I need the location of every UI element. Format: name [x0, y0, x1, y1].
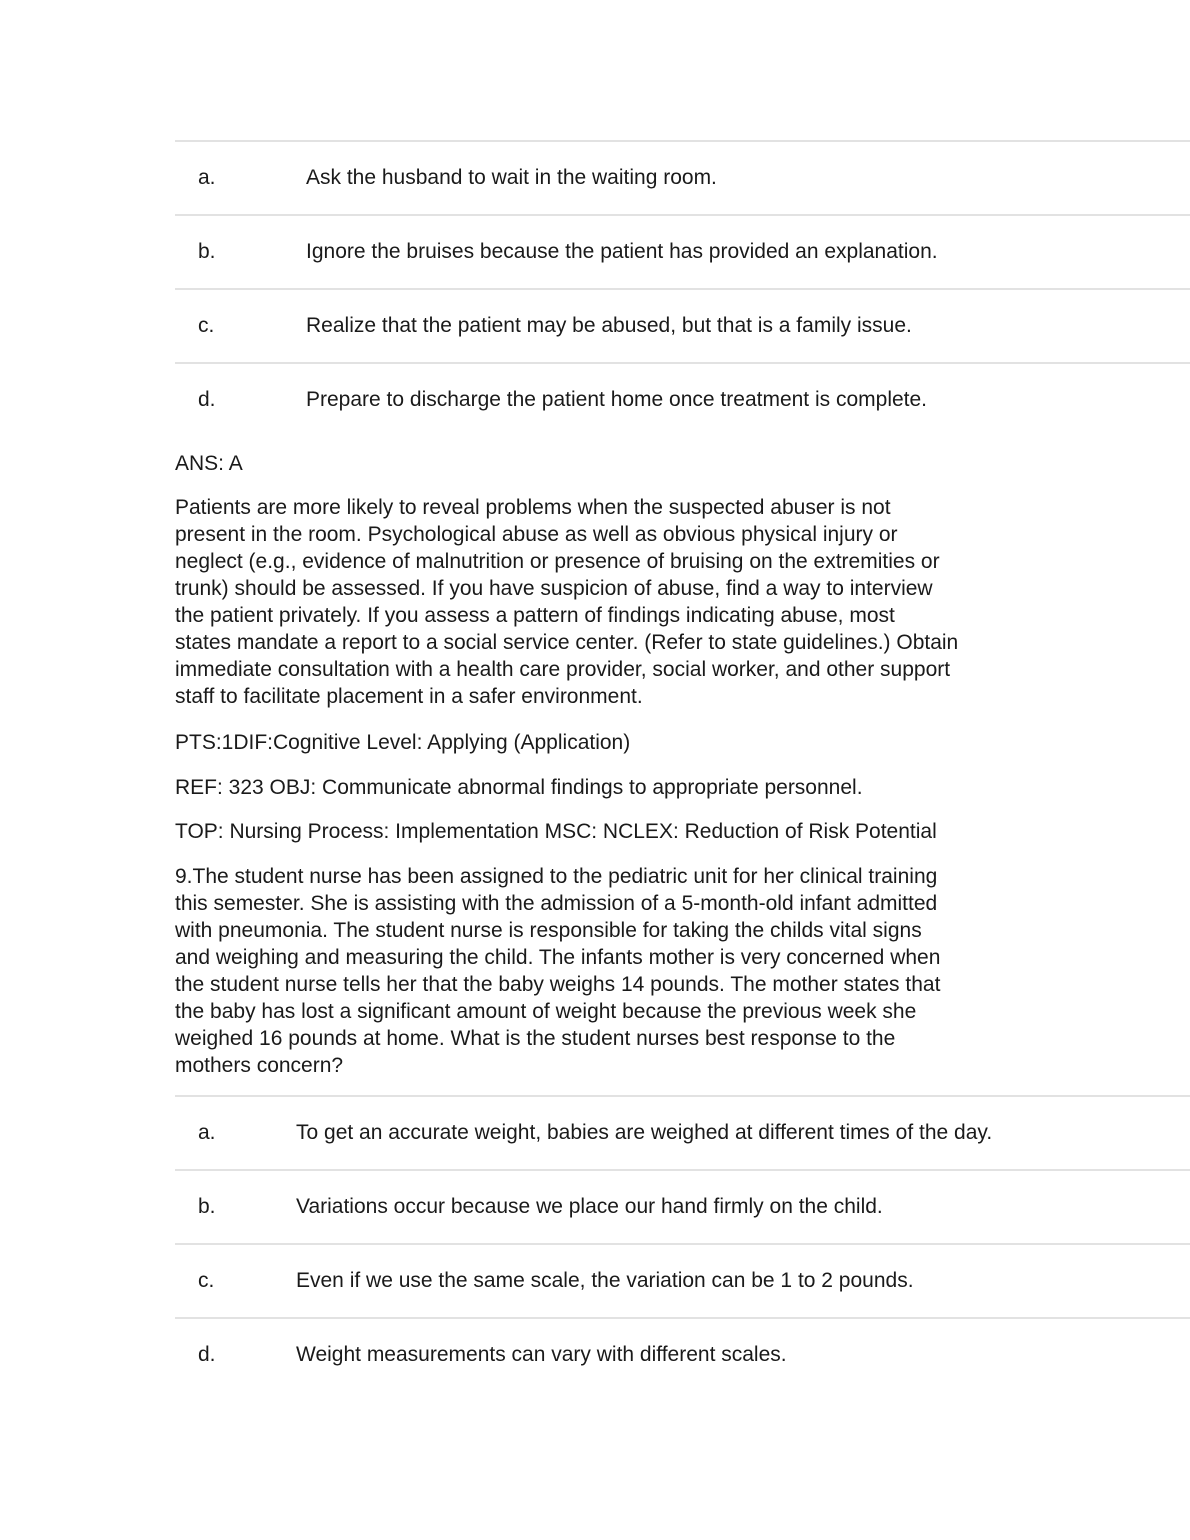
- option-row: [175, 1095, 1190, 1169]
- option-text: Realize that the patient may be abused, but that is a family issue.: [306, 314, 912, 337]
- rationale-line: staff to facilitate placement in a safer environment.: [175, 685, 643, 708]
- q8-options-table: [175, 140, 1190, 436]
- stem-line: weighed 16 pounds at home. What is the student nurses best response to the: [175, 1027, 896, 1050]
- rationale: [175, 494, 1075, 710]
- option-label: a.: [198, 1121, 216, 1144]
- stem-line: the baby has lost a significant amount of weight because the previous week she: [175, 1000, 917, 1023]
- option-row: [175, 1317, 1190, 1391]
- option-text: Ignore the bruises because the patient has provided an explanation.: [306, 240, 938, 263]
- option-row: [175, 362, 1190, 436]
- option-row: [175, 288, 1190, 362]
- option-label: d.: [198, 388, 216, 411]
- option-row: [175, 214, 1190, 288]
- option-label: d.: [198, 1343, 216, 1366]
- option-text: Variations occur because we place our hand firmly on the child.: [296, 1195, 883, 1218]
- option-label: b.: [198, 1195, 216, 1218]
- stem-line: the student nurse tells her that the baby weighs 14 pounds. The mother states that: [175, 973, 941, 996]
- option-label: b.: [198, 240, 216, 263]
- ref-line: REF: 323 OBJ: Communicate abnormal findings to appropriate personnel.: [175, 776, 863, 799]
- option-label: c.: [198, 314, 215, 337]
- rationale-line: trunk) should be assessed. If you have suspicion of abuse, find a way to interview: [175, 577, 933, 600]
- stem-line: this semester. She is assisting with the admission of a 5-month-old infant admitted: [175, 892, 938, 915]
- rationale-line: present in the room. Psychological abuse as well as obvious physical injury or: [175, 523, 898, 546]
- stem-line: and weighing and measuring the child. The infants mother is very concerned when: [175, 946, 941, 969]
- option-row: [175, 140, 1190, 214]
- option-row: [175, 1243, 1190, 1317]
- question-9-stem: [175, 863, 1075, 1079]
- option-text: Ask the husband to wait in the waiting room.: [306, 166, 717, 189]
- rationale-line: immediate consultation with a health care provider, social worker, and other support: [175, 658, 951, 681]
- option-text: Weight measurements can vary with different scales.: [296, 1343, 787, 1366]
- answer: ANS: A: [175, 452, 243, 475]
- option-label: a.: [198, 166, 216, 189]
- q9-options-table: [175, 1095, 1190, 1391]
- option-text: Prepare to discharge the patient home once treatment is complete.: [306, 388, 928, 411]
- option-label: c.: [198, 1269, 215, 1292]
- stem-line: with pneumonia. The student nurse is responsible for taking the childs vital signs: [175, 919, 922, 942]
- option-text: To get an accurate weight, babies are weighed at different times of the day.: [296, 1121, 993, 1144]
- rationale-line: the patient privately. If you assess a pattern of findings indicating abuse, most: [175, 604, 895, 627]
- rationale-line: Patients are more likely to reveal problems when the suspected abuser is not: [175, 496, 891, 519]
- top-line: TOP: Nursing Process: Implementation MSC: NCLEX: Reduction of Risk Potential: [175, 820, 937, 843]
- rationale-line: neglect (e.g., evidence of malnutrition or presence of bruising on the extremities or: [175, 550, 940, 573]
- option-row: [175, 1169, 1190, 1243]
- stem-line: 9.The student nurse has been assigned to the pediatric unit for her clinical training: [175, 865, 938, 888]
- rationale-line: states mandate a report to a social service center. (Refer to state guidelines.) Obtain: [175, 631, 959, 654]
- pts-line: PTS:1DIF:Cognitive Level: Applying (Application): [175, 731, 631, 754]
- stem-line: mothers concern?: [175, 1054, 344, 1077]
- option-text: Even if we use the same scale, the variation can be 1 to 2 pounds.: [296, 1269, 914, 1292]
